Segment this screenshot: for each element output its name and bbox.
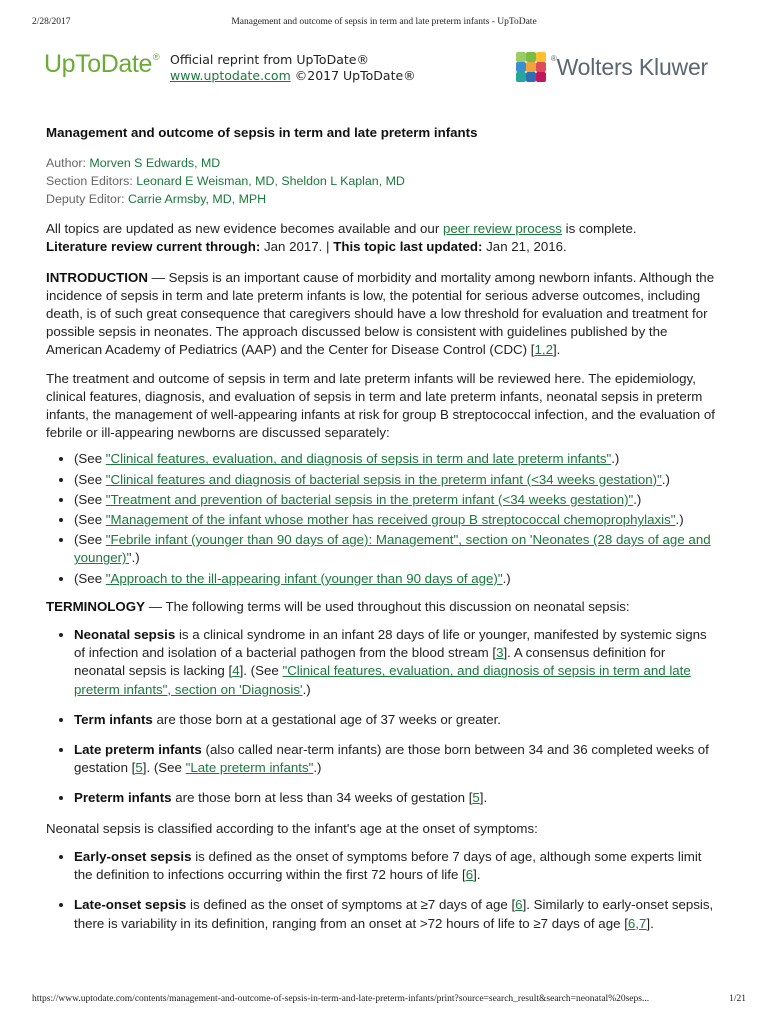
topic-link[interactable]: "Late preterm infants" xyxy=(185,760,314,776)
reprint-line: Official reprint from UpToDate® xyxy=(170,52,369,67)
copyright: ©2017 UpToDate® xyxy=(294,68,416,83)
overview-paragraph: The treatment and outcome of sepsis in term and late preterm infants will be reviewed here. The epidemiology, clinical features, diagnosis, and evaluation of sepsis in term and late preterm infants, neonatal sepsis in preterm infants, the management of well-appearing infants at risk for group B streptococcal infection, and the evaluation of febrile or ill-appearing newborns are discussed separately: xyxy=(46,370,715,441)
reference-link[interactable]: 1,2 xyxy=(534,342,553,358)
list-item: • Late preterm infants (also called near-term infants) are those born between 34 and 36 completed weeks of gestation [5]. (See "Late preterm infants".) xyxy=(74,741,718,777)
section-editor-link[interactable]: Leonard E Weisman, MD xyxy=(136,174,275,189)
introduction-paragraph: INTRODUCTION — Sepsis is an important cause of morbidity and mortality among newborn infants. Although the incidence of sepsis in term and late preterm infants is low, the potential for serious adverse outcomes, including death, is of such great consequence that caregivers should have a low threshold for evaluation and treatment for possible sepsis in neonates. The approach discussed below is consistent with guidelines published by the American Academy of Pediatrics (AAP) and the Center for Disease Control (CDC) [1,2]. xyxy=(46,269,715,358)
list-item: • (See "Treatment and prevention of bacterial sepsis in the preterm infant (<34 weeks gestation)".) xyxy=(74,491,718,509)
section-heading: TERMINOLOGY xyxy=(46,598,145,614)
deputy-editor-link[interactable]: Carrie Armsby, MD, MPH xyxy=(127,192,267,207)
update-notice: All topics are updated as new evidence becomes available and our peer review process is complete. Literature review current through: Jan 2017. | This topic last updated: Jan 21, 2016. xyxy=(46,221,637,255)
publisher-name: Wolters Kluwer xyxy=(556,53,708,80)
topic-link[interactable]: "Management of the infant whose mother has received group B streptococcal chemoprophylaxis" xyxy=(105,512,676,528)
classification-paragraph: Neonatal sepsis is classified according to the infant's age at the onset of symptoms: xyxy=(46,820,538,836)
section-editor-link[interactable]: Sheldon L Kaplan, MD xyxy=(281,174,405,189)
site-link[interactable]: www.uptodate.com xyxy=(170,68,291,83)
list-item: • (See "Febrile infant (younger than 90 days of age): Management", section on 'Neonates (28 days of age and younger)''.) xyxy=(74,531,718,567)
article-title: Management and outcome of sepsis in term and late preterm infants xyxy=(46,125,478,140)
reference-link[interactable]: 6 xyxy=(515,897,523,913)
article xyxy=(46,120,718,945)
terminology-paragraph: TERMINOLOGY — The following terms will be used throughout this discussion on neonatal sepsis: xyxy=(46,598,630,614)
topic-link[interactable]: "Clinical features and diagnosis of bacterial sepsis in the preterm infant (<34 weeks gestation)" xyxy=(105,471,662,487)
topic-link[interactable]: "Febrile infant (younger than 90 days of age): Management", section on 'Neonates (28 days of age and younger)' xyxy=(74,532,711,566)
wolters-kluwer-logo[interactable] xyxy=(516,52,708,82)
reference-link[interactable]: 6,7 xyxy=(627,915,647,931)
topic-link[interactable]: "Clinical features, evaluation, and diagnosis of sepsis in term and late preterm infants" xyxy=(105,451,612,467)
classification-list xyxy=(46,848,718,933)
list-item: • Late-onset sepsis is defined as the onset of symptoms at ≥7 days of age [6]. Similarly to early-onset sepsis, there is variability in its definition, ranging from an onset at >72 hours of life to ≥7 days of age [6,7]. xyxy=(74,896,718,932)
uptodate-logo[interactable]: UpToDate® xyxy=(44,50,160,78)
reference-link[interactable]: 3 xyxy=(496,645,504,661)
section-heading: INTRODUCTION xyxy=(46,269,148,285)
page-number: 1/21 xyxy=(729,994,746,1004)
print-url: https://www.uptodate.com/contents/management-and-outcome-of-sepsis-in-term-and-late-preterm-infants/print?source=search_result&search=neonatal%20seps... xyxy=(32,994,650,1004)
list-item: • (See "Clinical features and diagnosis of bacterial sepsis in the preterm infant (<34 weeks gestation)".) xyxy=(74,471,718,489)
reference-link[interactable]: 6 xyxy=(465,867,474,883)
brand-bar xyxy=(44,50,708,94)
see-also-list xyxy=(46,450,718,587)
list-item: • (See "Approach to the ill-appearing infant (younger than 90 days of age)".) xyxy=(74,570,718,588)
print-title: Management and outcome of sepsis in term and late preterm infants - UpToDate xyxy=(231,17,537,27)
reference-link[interactable]: 4 xyxy=(232,663,240,679)
peer-review-link[interactable]: peer review process xyxy=(442,221,562,237)
author-link[interactable]: Morven S Edwards, MD xyxy=(89,156,221,171)
print-date: 2/28/2017 xyxy=(32,17,71,27)
list-item: • (See "Management of the infant whose mother has received group B streptococcal chemoprophylaxis".) xyxy=(74,511,718,529)
print-footer xyxy=(0,994,768,1008)
reference-link[interactable]: 5 xyxy=(135,760,143,776)
list-item: • Preterm infants are those born at less than 34 weeks of gestation [5]. xyxy=(74,789,718,807)
reprint-notice xyxy=(170,52,416,84)
reference-link[interactable]: 5 xyxy=(472,790,480,806)
terminology-list xyxy=(46,626,718,808)
topic-link[interactable]: "Clinical features, evaluation, and diagnosis of sepsis in term and late preterm infants", section on 'Diagnosis' xyxy=(74,663,691,697)
list-item: • Early-onset sepsis is defined as the onset of symptoms before 7 days of age, although some experts limit the definition to infections occurring within the first 72 hours of life [6]. xyxy=(74,848,718,884)
article-meta: Author: Morven S Edwards, MD Section Editors: Leonard E Weisman, MD, Sheldon L Kaplan, MD Deputy Editor: Carrie Armsby, MD, MPH xyxy=(46,156,405,207)
list-item: • (See "Clinical features, evaluation, and diagnosis of sepsis in term and late preterm infants".) xyxy=(74,450,718,468)
topic-link[interactable]: "Treatment and prevention of bacterial sepsis in the preterm infant (<34 weeks gestation)" xyxy=(105,491,634,507)
print-header xyxy=(0,17,768,31)
publisher-mark: ® xyxy=(550,53,557,63)
wolters-kluwer-logo-icon xyxy=(516,52,546,82)
topic-link[interactable]: "Approach to the ill-appearing infant (younger than 90 days of age)" xyxy=(105,570,503,586)
list-item: • Term infants are those born at a gestational age of 37 weeks or greater. xyxy=(74,711,718,729)
list-item: • Neonatal sepsis is a clinical syndrome in an infant 28 days of life or younger, manifested by systemic signs of infection and isolation of a bacterial pathogen from the blood stream [3]. A consensus definition for neonatal sepsis is lacking [4]. (See "Clinical features, evaluation, and diagnosis of sepsis in term and late preterm infants", section on 'Diagnosis'.) xyxy=(74,626,718,699)
